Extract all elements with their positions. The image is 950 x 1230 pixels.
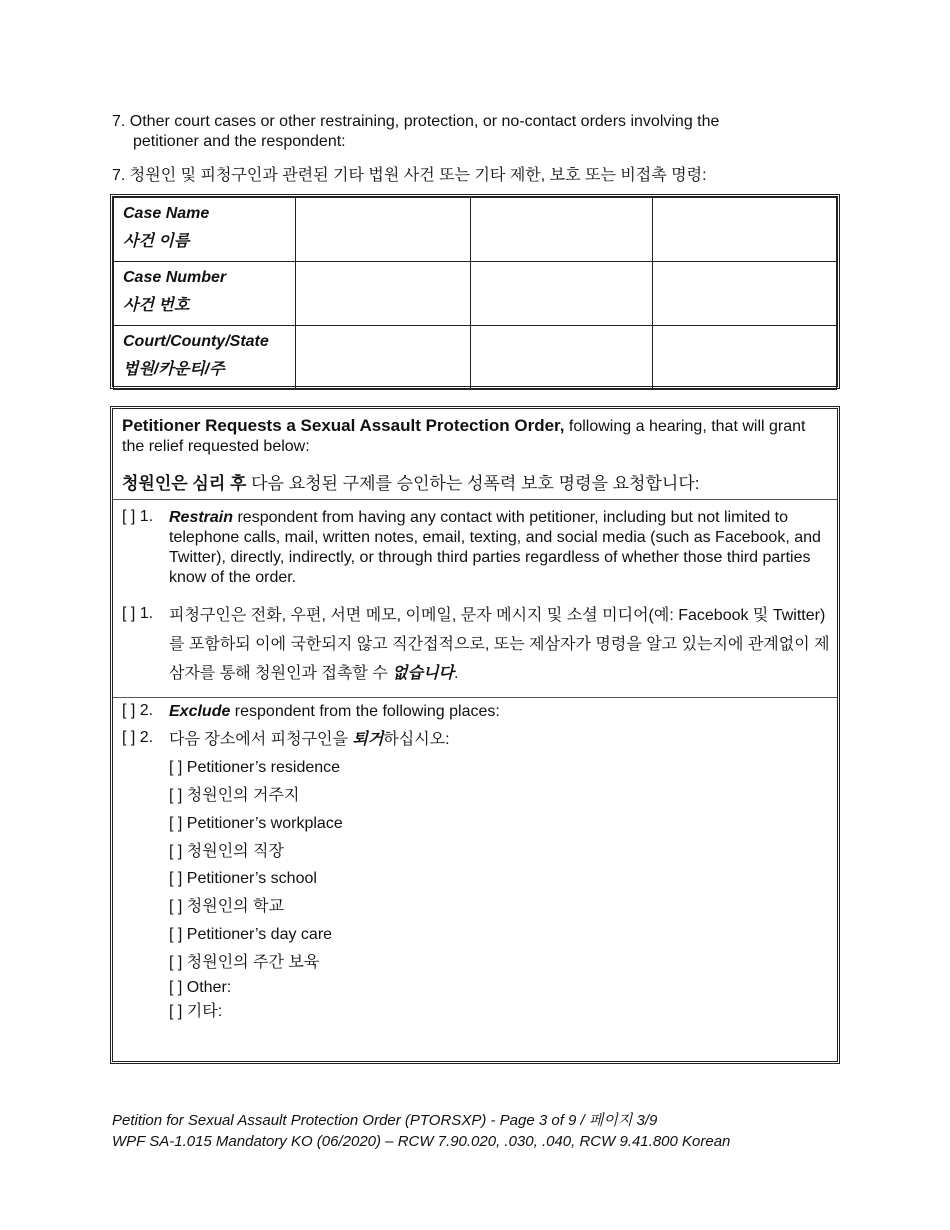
- requests-heading: [122, 416, 832, 457]
- item-2-korean: 다음 장소에서 피청구인을 퇴거하십시오:: [169, 731, 450, 748]
- item-1-korean-checkbox[interactable]: [ ] 1.: [122, 605, 154, 622]
- footer-line-2: WPF SA-1.015 Mandatory KO (06/2020) – RCW 7.90.020, .030, .040, RCW 9.41.800 Korean: [112, 1133, 731, 1150]
- case-name-cell-3[interactable]: [653, 198, 837, 262]
- divider: [113, 499, 837, 500]
- case-number-label: Case Number 사건 번호: [114, 262, 296, 326]
- item-2-korean-checkbox[interactable]: [ ] 2.: [122, 729, 154, 746]
- requests-title-rest: following a hearing, that will grant the relief requested below:: [122, 418, 806, 455]
- place-other[interactable]: [ ] Other:: [169, 979, 232, 996]
- divider: [113, 697, 837, 698]
- court-cell-1[interactable]: [296, 326, 471, 390]
- item-1-korean: 피청구인은 전화, 우편, 서면 메모, 이메일, 문자 메시지 및 소셜 미디어(예: Facebook 및 Twitter)를 포함하되 이에 국한되지 않고 직간접적으로, 또는 제삼자가 명령을 알고 있는지에 관계없이 제삼자를 통해 청원인과 접촉할 수 없습니다.: [169, 607, 830, 682]
- place-day-care[interactable]: [ ] Petitioner’s day care: [169, 926, 333, 943]
- case-name-label: Case Name 사건 이름: [114, 198, 296, 262]
- requests-heading-korean: 청원인은 심리 후 다음 요청된 구제를 승인하는 성폭력 보호 명령을 요청합니다:: [122, 474, 700, 493]
- place-residence-korean[interactable]: [ ] 청원인의 거주지: [169, 787, 300, 804]
- table-row: [114, 198, 837, 262]
- place-workplace[interactable]: [ ] Petitioner’s workplace: [169, 815, 343, 832]
- place-other-korean[interactable]: [ ] 기타:: [169, 1003, 223, 1020]
- court-county-state-label: Court/County/State 법원/카운티/주: [114, 326, 296, 390]
- item-1-checkbox[interactable]: [ ] 1.: [122, 508, 154, 525]
- place-day-care-korean[interactable]: [ ] 청원인의 주간 보육: [169, 954, 320, 971]
- footer-line-1: Petition for Sexual Assault Protection Order (PTORSXP) - Page 3 of 9 / 페이지 3/9: [112, 1112, 658, 1129]
- requests-title-bold: Petitioner Requests a Sexual Assault Protection Order,: [122, 416, 565, 435]
- case-number-cell-3[interactable]: [653, 262, 837, 326]
- table-row: [114, 262, 837, 326]
- table-row: [114, 326, 837, 390]
- case-table: [110, 194, 840, 389]
- place-school-korean[interactable]: [ ] 청원인의 학교: [169, 898, 284, 915]
- question-7-line1: 7. Other court cases or other restraining, protection, or no-contact orders involving the: [112, 113, 720, 130]
- case-number-cell-1[interactable]: [296, 262, 471, 326]
- question-7-line2: petitioner and the respondent:: [133, 133, 346, 150]
- item-1-english: Restrain respondent from having any contact with petitioner, including but not limited to telephone calls, mail, written notes, email, texting, and social media (such as Facebook, and Twitter), directly, indirectly, or through third parties regardless of whether those third parties know of the order.: [169, 509, 821, 586]
- question-7-korean: 7. 청원인 및 피청구인과 관련된 기타 법원 사건 또는 기타 제한, 보호 또는 비접촉 명령:: [112, 167, 707, 184]
- case-name-cell-1[interactable]: [296, 198, 471, 262]
- court-cell-3[interactable]: [653, 326, 837, 390]
- case-name-cell-2[interactable]: [471, 198, 653, 262]
- place-school[interactable]: [ ] Petitioner’s school: [169, 870, 317, 887]
- item-2-english: Exclude respondent from the following places:: [169, 703, 500, 720]
- item-2-checkbox[interactable]: [ ] 2.: [122, 702, 154, 719]
- place-residence[interactable]: [ ] Petitioner’s residence: [169, 759, 341, 776]
- question-7-english: [112, 112, 812, 152]
- case-number-cell-2[interactable]: [471, 262, 653, 326]
- requests-box: [110, 406, 840, 1064]
- place-workplace-korean[interactable]: [ ] 청원인의 직장: [169, 843, 284, 860]
- court-cell-2[interactable]: [471, 326, 653, 390]
